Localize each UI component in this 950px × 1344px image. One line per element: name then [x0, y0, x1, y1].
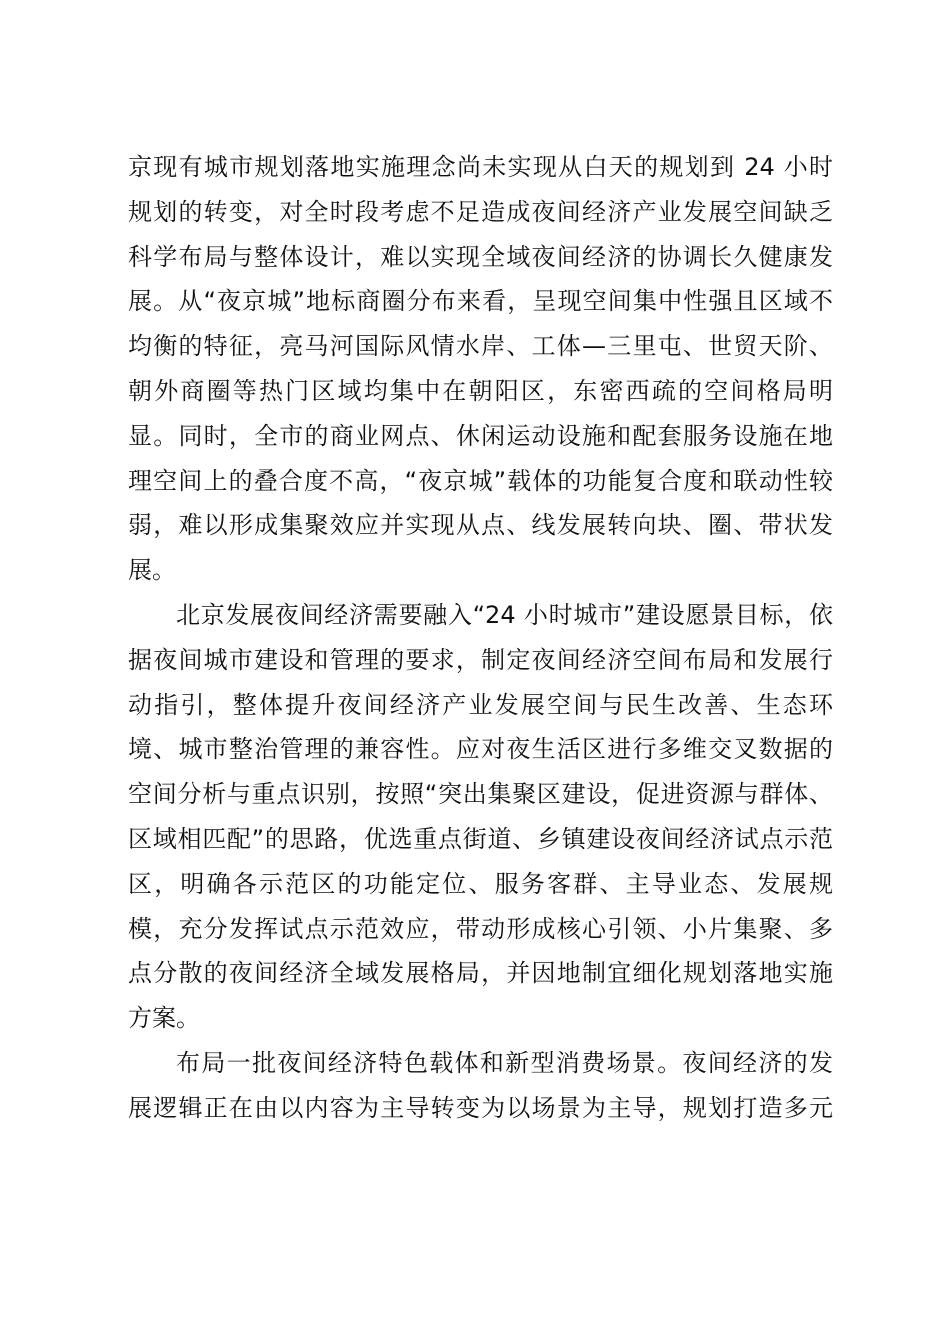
text-line: 理空间上的叠合度不高，“夜京城”载体的功能复合度和联动性较	[128, 466, 833, 495]
text-line: 境、城市整治管理的兼容性。应对夜生活区进行多维交叉数据的	[128, 735, 833, 764]
text-line: 区域相匹配”的思路，优选重点街道、乡镇建设夜间经济试点示范	[128, 824, 833, 853]
text-line: 空间分析与重点识别，按照“突出集聚区建设，促进资源与群体、	[128, 780, 833, 809]
text-line: 方案。	[128, 1004, 200, 1033]
text-line: 动指引，整体提升夜间经济产业发展空间与民生改善、生态环	[128, 690, 833, 719]
text-line: 显。同时，全市的商业网点、休闲运动设施和配套服务设施在地	[128, 421, 833, 450]
paragraph-1	[128, 145, 833, 593]
text-line: 展。从“夜京城”地标商圈分布来看，呈现空间集中性强且区域不	[128, 287, 833, 316]
paragraph-2	[128, 593, 833, 1041]
text-line: 规划的转变，对全时段考虑不足造成夜间经济产业发展空间缺乏	[128, 197, 833, 226]
text-line: 模，充分发挥试点示范效应，带动形成核心引领、小片集聚、多	[128, 914, 833, 943]
text-line: 均衡的特征，亮马河国际风情水岸、工体—三里屯、世贸天阶、	[128, 332, 833, 361]
text-line: 据夜间城市建设和管理的要求，制定夜间经济空间布局和发展行	[128, 645, 833, 674]
text-line: 朝外商圈等热门区域均集中在朝阳区，东密西疏的空间格局明	[128, 376, 833, 405]
text-line: 展逻辑正在由以内容为主导转变为以场景为主导，规划打造多元	[128, 1093, 833, 1122]
paragraph-3	[128, 1041, 833, 1131]
text-line: 区，明确各示范区的功能定位、服务客群、主导业态、发展规	[128, 869, 833, 898]
text-line: 科学布局与整体设计，难以实现全域夜间经济的协调长久健康发	[128, 242, 833, 271]
text-line: 展。	[128, 556, 176, 585]
text-line: 北京发展夜间经济需要融入“24 小时城市”建设愿景目标，依	[176, 600, 833, 629]
text-line: 布局一批夜间经济特色载体和新型消费场景。夜间经济的发	[176, 1048, 833, 1077]
text-line: 点分散的夜间经济全域发展格局，并因地制宜细化规划落地实施	[128, 959, 833, 988]
text-line: 弱，难以形成集聚效应并实现从点、线发展转向块、圈、带状发	[128, 511, 833, 540]
text-line: 京现有城市规划落地实施理念尚未实现从白天的规划到 24 小时	[128, 153, 833, 181]
document-body	[128, 145, 833, 1131]
